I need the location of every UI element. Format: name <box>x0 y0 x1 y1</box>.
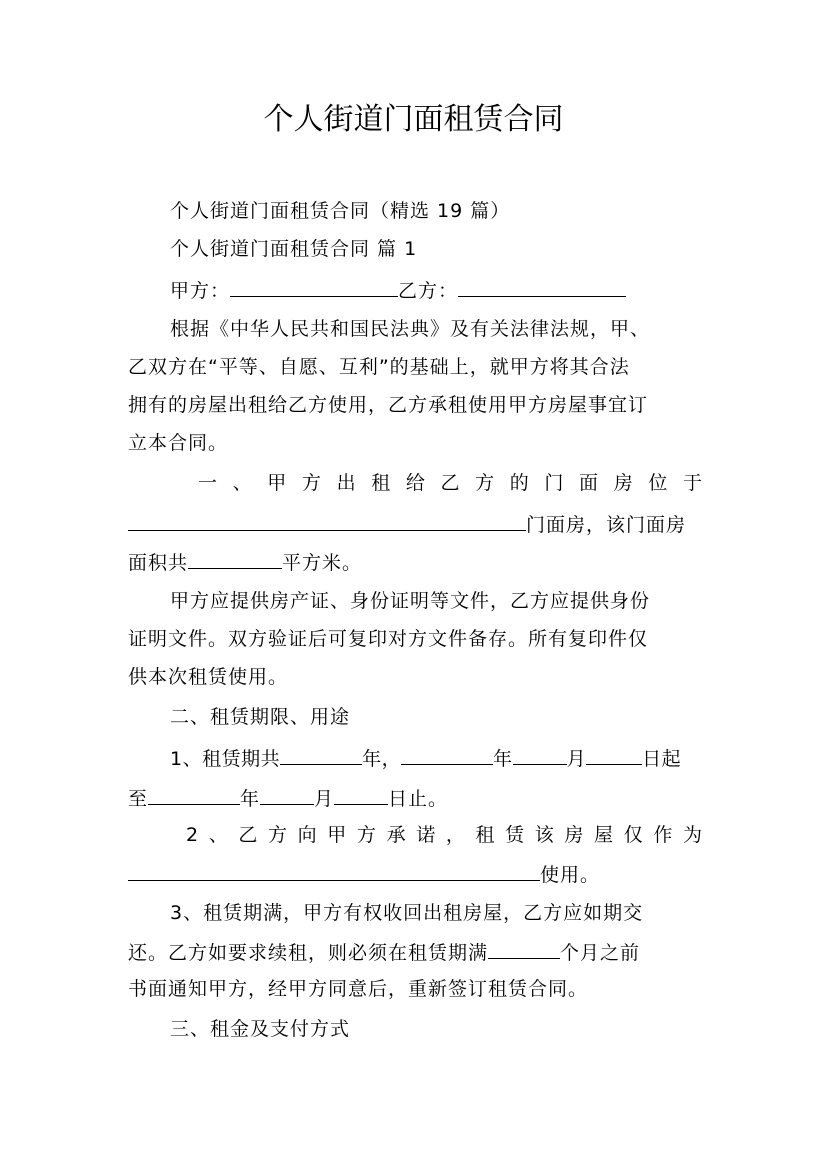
item-1-line-1 <box>128 744 702 772</box>
item-3-prefix: 还。乙方如要求续租，则必须在租赁期满 <box>128 942 489 964</box>
article-1-line-1 <box>198 470 702 496</box>
item-2-char: 方 <box>268 824 288 846</box>
item-3-line-1: 3、租赁期满，甲方有权收回出租房屋，乙方应如期交 <box>170 902 644 924</box>
article-1-char: 一 <box>198 472 218 494</box>
paragraph-1-line-4: 立本合同。 <box>128 432 229 454</box>
end-day-blank <box>334 784 388 805</box>
article-1-char: 位 <box>648 472 668 494</box>
item-2-char: 、 <box>208 824 228 846</box>
article-1-char: 于 <box>682 472 702 494</box>
item-2-char: 向 <box>297 824 317 846</box>
item-2-char: 赁 <box>505 824 525 846</box>
article-1-char: 给 <box>405 472 425 494</box>
end-year-label: 年 <box>240 788 261 810</box>
article-1-char: 方 <box>475 472 495 494</box>
end-year-blank <box>148 784 240 805</box>
term-years-blank <box>280 744 362 765</box>
article-1-char: 租 <box>371 472 391 494</box>
party-b-label: 乙方： <box>398 280 459 302</box>
item-2-line-2 <box>128 860 702 888</box>
article-1-line-2 <box>128 510 702 538</box>
location-blank <box>128 510 526 531</box>
item-2-char: 仅 <box>623 824 643 846</box>
heading-article-1: 个人街道门面租赁合同 篇 1 <box>170 238 418 260</box>
end-month-blank <box>260 784 314 805</box>
page-title: 个人街道门面租赁合同 <box>263 102 564 137</box>
article-1-char: 的 <box>509 472 529 494</box>
item-2-char: 租 <box>475 824 495 846</box>
article-1-char: 、 <box>232 472 252 494</box>
item-3-line-2 <box>128 938 702 966</box>
article-1-char: 方 <box>301 472 321 494</box>
usage-blank <box>128 860 540 881</box>
item-2-line-1 <box>186 822 702 848</box>
paragraph-1-line-1: 根据《中华人民共和国民法典》及有关法律法规，甲、 <box>170 318 651 340</box>
subtitle: 个人街道门面租赁合同（精选 19 篇） <box>170 200 511 222</box>
item-2-char: ， <box>445 824 465 846</box>
paragraph-2-line-1: 甲方应提供房产证、身份证明等文件，乙方应提供身份 <box>170 590 651 612</box>
party-a-blank <box>230 276 398 297</box>
item-3-line-3: 书面通知甲方，经甲方同意后，重新签订租赁合同。 <box>128 978 589 1000</box>
article-1-char: 出 <box>336 472 356 494</box>
article-1-char: 门 <box>544 472 564 494</box>
article-1-line-3 <box>128 548 702 576</box>
item-2-char: 作 <box>653 824 673 846</box>
item-2-char: 屋 <box>594 824 614 846</box>
item-2-char: 为 <box>682 824 702 846</box>
item-1-line-2 <box>128 784 702 812</box>
end-day-label: 日止。 <box>388 788 449 810</box>
article-1-line-2-text: 门面房，该门面房 <box>526 514 687 536</box>
item-2-char: 方 <box>356 824 376 846</box>
start-month-label: 月 <box>566 748 587 770</box>
section-2-heading: 二、租赁期限、用途 <box>170 706 351 728</box>
party-a-label: 甲方： <box>170 280 231 302</box>
notice-months-blank <box>488 938 560 959</box>
area-suffix: 平方米。 <box>282 552 363 574</box>
article-1-char: 乙 <box>440 472 460 494</box>
paragraph-1-line-3: 拥有的房屋出租给乙方使用，乙方承租使用甲方房屋事宜订 <box>128 394 649 416</box>
paragraph-2-line-2: 证明文件。双方验证后可复印对方文件备存。所有复印件仅 <box>128 628 649 650</box>
start-day-label: 日起 <box>642 748 682 770</box>
item-2-char: 乙 <box>238 824 258 846</box>
item-2-char: 该 <box>534 824 554 846</box>
usage-suffix: 使用。 <box>540 864 601 886</box>
item-1-prefix: 1、租赁期共 <box>170 748 281 770</box>
item-2-char: 诺 <box>416 824 436 846</box>
parties-line <box>128 276 702 304</box>
article-1-char: 面 <box>579 472 599 494</box>
section-3-heading: 三、租金及支付方式 <box>170 1018 351 1040</box>
start-year-blank <box>401 744 493 765</box>
item-2-char: 承 <box>386 824 406 846</box>
item-2-char: 甲 <box>327 824 347 846</box>
start-year-label: 年 <box>493 748 513 770</box>
end-month-label: 月 <box>314 788 335 810</box>
party-b-blank <box>458 276 626 297</box>
item-2-char: 房 <box>564 824 584 846</box>
area-prefix: 面积共 <box>128 552 189 574</box>
paragraph-1-line-2: 乙双方在“平等、自愿、互利”的基础上，就甲方将其合法 <box>128 356 630 378</box>
paragraph-2-line-3: 供本次租赁使用。 <box>128 666 289 688</box>
item-2-char: 2 <box>186 824 199 846</box>
start-month-blank <box>513 744 567 765</box>
year-label: 年， <box>362 748 402 770</box>
item-3-suffix: 个月之前 <box>560 942 641 964</box>
area-blank <box>188 548 282 569</box>
article-1-char: 房 <box>613 472 633 494</box>
start-day-blank <box>586 744 642 765</box>
to-label: 至 <box>128 788 149 810</box>
article-1-char: 甲 <box>267 472 287 494</box>
